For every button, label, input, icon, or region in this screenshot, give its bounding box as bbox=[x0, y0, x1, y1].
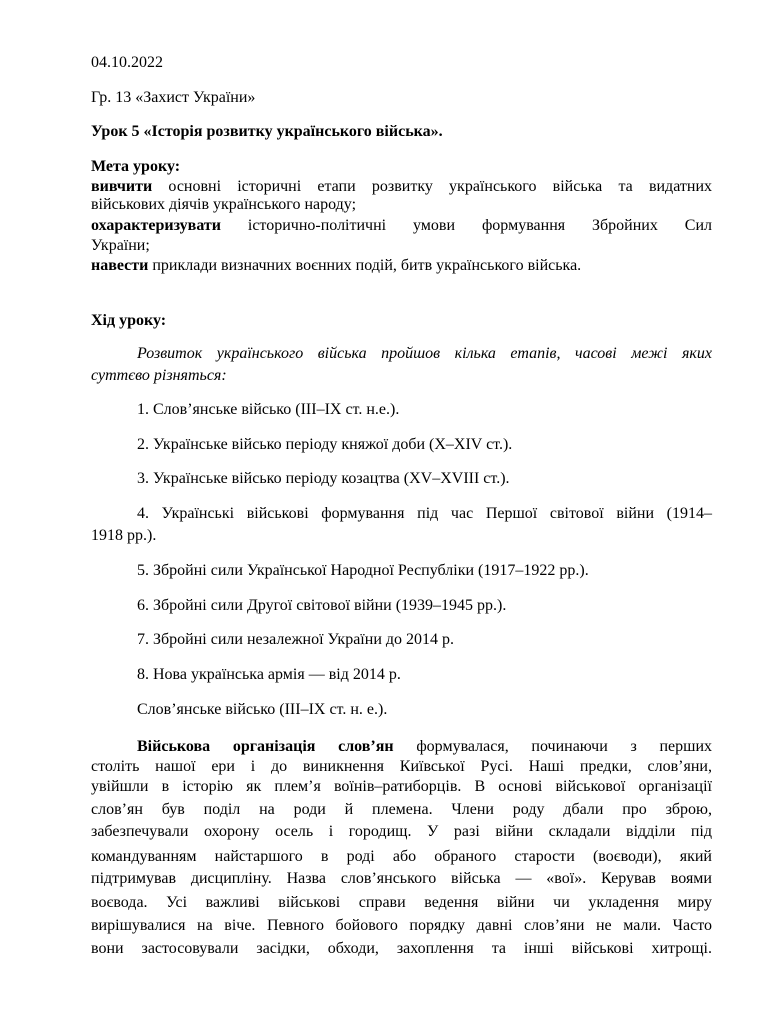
body-line-3: увійшли в історію як плем’я воїнів–ратиборців. В основі військової організації bbox=[91, 778, 712, 795]
stage-item-1: 1. Слов’янське військо (III–IX ст. н.е.). bbox=[137, 401, 400, 418]
document-date: 04.10.2022 bbox=[91, 54, 163, 71]
body-line-7: підтримував дисципліну. Назва слов’янського війська — «вої». Керував воями bbox=[91, 870, 712, 887]
stage-item-8: 8. Нова українська армія — від 2014 р. bbox=[137, 666, 401, 683]
stage-item-4-line-2: 1918 рр.). bbox=[91, 527, 157, 544]
intro-line-2: суттєво різняться: bbox=[91, 367, 227, 384]
stage-item-2: 2. Українське військо періоду княжої доби (X–XIV ст.). bbox=[137, 436, 513, 453]
goal-2-text: історично-політичні умови формування Збройних Сил bbox=[220, 217, 712, 234]
stage-item-6: 6. Збройні сили Другої світової війни (1939–1945 рр.). bbox=[137, 597, 507, 614]
body-line-10: вони застосовували засідки, обходи, захоплення та інші військові хитрощі. bbox=[91, 940, 712, 957]
body-bold-phrase: Військова організація слов’ян bbox=[137, 738, 394, 755]
goal-1-keyword: вивчити bbox=[91, 178, 153, 195]
goal-3-text: приклади визначних воєнних подій, битв українського війська. bbox=[148, 257, 582, 274]
body-line-8: воєвода. Усі важливі військові справи ведення війни чи укладення миру bbox=[91, 894, 712, 911]
body-line-6: командуванням найстаршого в роді або обраного старости (воєводи), який bbox=[91, 848, 712, 865]
goal-3-keyword: навести bbox=[91, 257, 149, 274]
body-line-1-text: формувалася, починаючи з перших bbox=[393, 738, 712, 755]
goal-3-line bbox=[91, 257, 712, 275]
body-line-5: забезпечували охорону осель і городищ. У разі війни складали відділи під bbox=[91, 823, 712, 840]
stage-item-3: 3. Українське військо періоду козацтва (XV–XVIII ст.). bbox=[137, 470, 510, 487]
progress-heading: Хід уроку: bbox=[91, 312, 167, 329]
body-line-1 bbox=[137, 738, 712, 756]
goal-1-text: основні історичні етапи розвитку українського війська та видатних bbox=[152, 178, 712, 195]
goal-1-line-1 bbox=[91, 178, 712, 196]
intro-line-1: Розвиток українського війська пройшов кілька етапів, часові межі яких bbox=[137, 345, 712, 362]
body-line-4: слов’ян був поділ на роди й племена. Члени роду дбали про зброю, bbox=[91, 801, 712, 818]
lesson-title: Урок 5 «Історія розвитку українського війська». bbox=[91, 123, 443, 140]
stage-item-7: 7. Збройні сили незалежної України до 2014 р. bbox=[137, 631, 455, 648]
goal-2-line-2: України; bbox=[91, 237, 150, 254]
stage-item-4-line-1: 4. Українські військові формування під час Першої світової війни (1914– bbox=[137, 505, 712, 522]
group-line: Гр. 13 «Захист України» bbox=[91, 89, 256, 106]
body-line-9: вирішувалися на віче. Певного бойового порядку давні слов’яни не мали. Часто bbox=[91, 917, 712, 934]
goal-1-line-2: військових діячів українського народу; bbox=[91, 196, 357, 213]
goals-heading: Мета уроку: bbox=[91, 158, 181, 175]
goal-2-keyword: охарактеризувати bbox=[91, 217, 221, 234]
body-line-2: століть нашої ери і до виникнення Київської Русі. Наші предки, слов’яни, bbox=[91, 758, 712, 775]
section-title: Слов’янське військо (III–IX ст. н. е.). bbox=[137, 701, 388, 718]
stage-item-5: 5. Збройні сили Української Народної Республіки (1917–1922 рр.). bbox=[137, 562, 589, 579]
goal-2-line-1 bbox=[91, 217, 712, 235]
